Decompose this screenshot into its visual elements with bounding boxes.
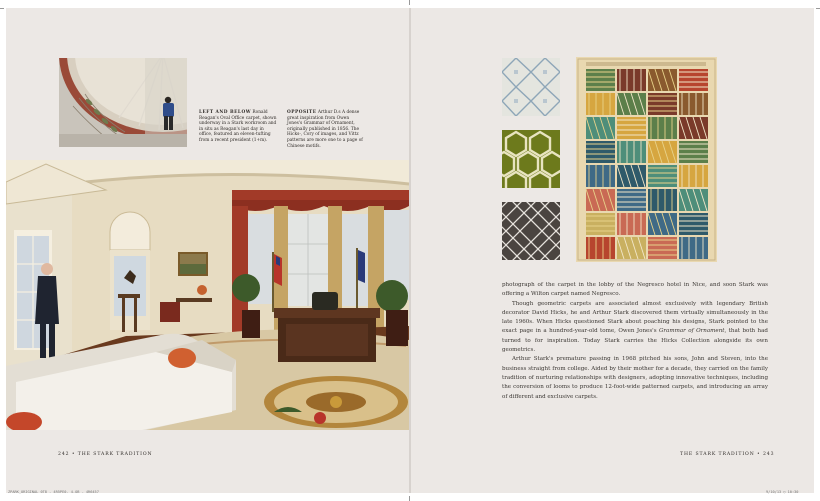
body-paragraph-2: [502, 300, 768, 356]
crop-mark: [409, 496, 410, 501]
ornament-pattern-tile: [617, 141, 646, 163]
body-paragraph-2-b: , that both had turned to for inspiration. Today Stark carries the Hicks Collection alongside its own geometrics.: [502, 328, 768, 354]
ornament-pattern-tile: [586, 93, 615, 115]
ornament-pattern-tile: [679, 165, 708, 187]
ornament-pattern-tile: [586, 165, 615, 187]
photo-oval-office: [6, 160, 409, 430]
grammar-of-ornament-plate: [576, 57, 717, 262]
caption-right-text: Arthur D.s A dense great inspiration from Owen Jones's Grammar of Ornament, originally published in 1856. The Hicks-, Cory of images, and Vittz patterns are more one to a page of Chinese motifs.: [287, 110, 363, 149]
body-paragraph-2-a: Though geometric carpets are associated almost exclusively with legendary British decorator David Hicks, he and Arthur Stark discovered them virtually simultaneously in the late 1960s. When Hicks questioned Stark about poaching his designs, Stark pointed to the exact page in a hundred-year-old tome, Owen Jones's: [502, 300, 768, 335]
book-gutter: [409, 8, 411, 493]
ornament-pattern-tile: [679, 93, 708, 115]
body-paragraph-3: Arthur Stark's premature passing in 1968 pitched his sons, John and Steven, into the business straight from college. Aided by their mother for a decade, they carried on the family tradition of nurturing relationships with designers, adopting innovative techniques, including the conversion of looms to produce 12-foot-wide patterned carpets, and introducing an array of different and exclusive carpets.: [502, 356, 768, 400]
photo-carpet-workroom: [59, 58, 187, 147]
crop-mark: [0, 8, 4, 9]
ornament-pattern-tile: [648, 117, 677, 139]
crop-slug-right: 9/10/13 ○ 10:30: [766, 490, 799, 494]
swatch-lattice-carpet: [502, 58, 560, 116]
body-paragraph-1: photograph of the carpet in the lobby of the Negresco hotel in Nice, and soon Stark was offering a Wilton carpet named Negresco.: [502, 282, 768, 298]
crop-slug-left: ZPARK_ORIGINAL 0T8 - 4R5PE0. 4.OB - 4R6457: [8, 490, 99, 494]
ornament-pattern-tile: [648, 189, 677, 211]
crop-mark: [816, 8, 820, 9]
right-folio: THE STARK TRADITION • 243: [680, 452, 775, 457]
ornament-pattern-tile: [679, 237, 708, 259]
caption-right-lead: OPPOSITE: [287, 110, 317, 115]
crop-mark: [409, 0, 410, 5]
ornament-pattern-tile: [617, 69, 646, 91]
caption-left-lead: LEFT AND BELOW: [199, 110, 252, 115]
ornament-pattern-tile: [617, 213, 646, 235]
left-folio: 242 • THE STARK TRADITION: [58, 452, 153, 457]
swatch-trellis-carpet: [502, 202, 560, 260]
caption-right: [287, 110, 363, 149]
body-text: [502, 281, 768, 402]
ornament-pattern-tile: [586, 237, 615, 259]
caption-left: [199, 110, 277, 144]
book-title: Grammar of Ornament: [658, 328, 725, 335]
swatch-hexagon-carpet: [502, 130, 560, 188]
caption-left-text: Ronald Reagan's Oval Office carpet, shown underway in a Stark workroom and in situ as Reagan's last day in office, featured an eleven-tufting from a recent president (1+m).: [199, 110, 277, 143]
seal-icon: [330, 396, 342, 408]
